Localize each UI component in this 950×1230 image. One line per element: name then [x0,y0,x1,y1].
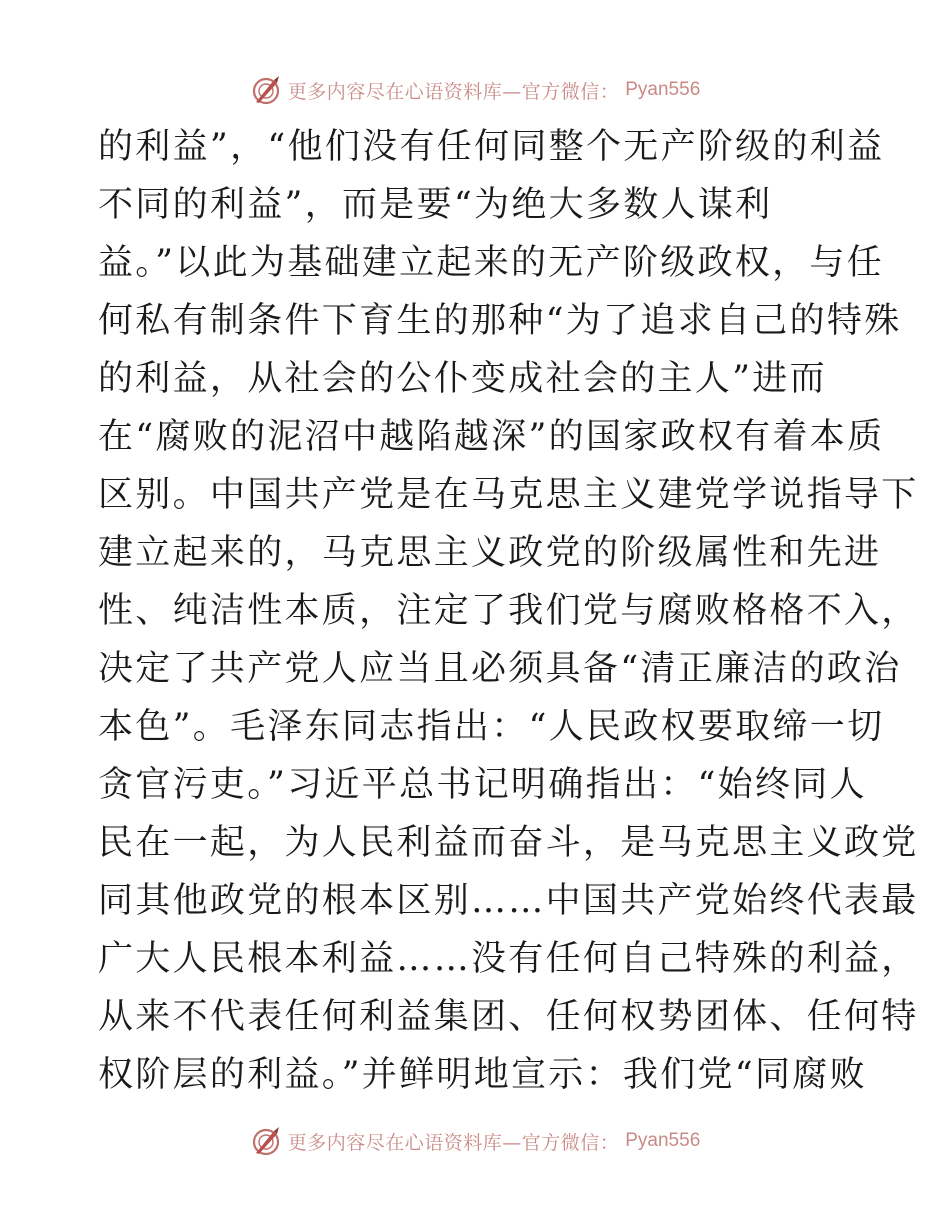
text-line: 广大人民根本利益……没有任何自己特殊的利益， [98,939,919,979]
text-line: 的利益”，“他们没有任何同整个无产阶级的利益 [98,127,885,167]
text-line: 本色”。毛泽东同志指出：“人民政权要取缔一切 [98,707,885,747]
footer-watermark-banner [0,1123,950,1159]
quill-pen-seal-icon [250,74,282,106]
quill-pen-seal-icon [250,1125,282,1157]
header-watermark-banner [0,72,950,108]
text-line: 同其他政党的根本区别……中国共产党始终代表最 [98,881,919,921]
text-line: 在“腐败的泥沼中越陷越深”的国家政权有着本质 [98,417,885,457]
text-line: 区别。中国共产党是在马克思主义建党学说指导下 [98,475,919,515]
text-line: 贪官污吏。”习近平总书记明确指出：“始终同人 [98,765,867,805]
text-line: 不同的利益”，而是要“为绝大多数人谋利 [98,185,773,225]
banner-text: 更多内容尽在心语资料库—官方微信： [287,1131,620,1154]
text-line: 性、纯洁性本质，注定了我们党与腐败格格不入， [98,591,919,631]
text-line: 建立起来的，马克思主义政党的阶级属性和先进 [98,533,882,573]
text-line: 从来不代表任何利益集团、任何权势团体、任何特 [98,997,919,1037]
document-body [98,118,919,1104]
text-line: 何私有制条件下育生的那种“为了追求自己的特殊 [98,301,902,341]
text-line: 决定了共产党人应当且必须具备“清正廉洁的政治 [98,649,902,689]
banner-wechat-id: Pyan556 [625,79,701,100]
banner-wechat-id: Pyan556 [625,1130,701,1151]
text-line: 民在一起，为人民利益而奋斗，是马克思主义政党 [98,823,919,863]
text-line: 的利益，从社会的公仆变成社会的主人”进而 [98,359,827,399]
text-line: 权阶层的利益。”并鲜明地宣示：我们党“同腐败 [98,1055,867,1095]
text-line: 益。”以此为基础建立起来的无产阶级政权，与任 [98,243,884,283]
banner-text: 更多内容尽在心语资料库—官方微信： [287,80,620,103]
